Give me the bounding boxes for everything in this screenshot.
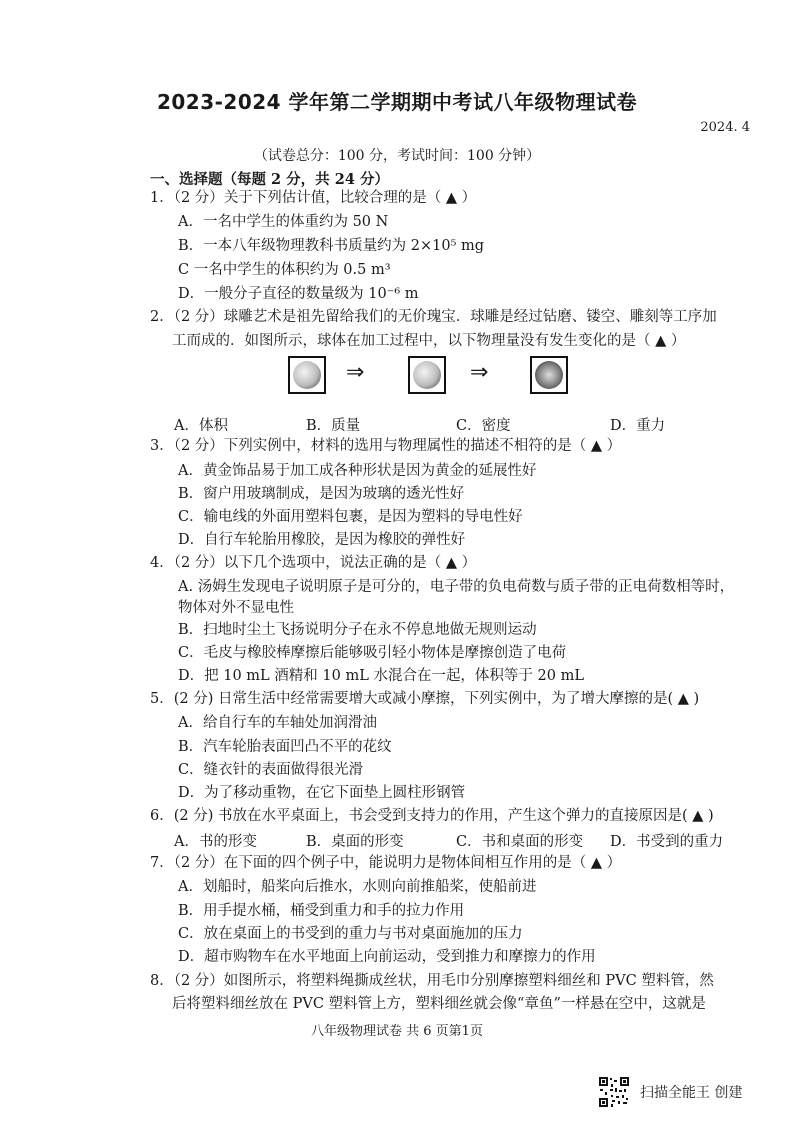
q2-option-b: B．质量: [306, 418, 361, 434]
q4-stem: 4．（2 分）以下几个选项中，说法正确的是（ ▲ ）: [150, 555, 477, 571]
q6-stem: 6．(2 分) 书放在水平桌面上，书会受到支持力的作用，产生这个弹力的直接原因是( ▲ ): [150, 808, 714, 824]
q4-option-a-line1: A. 汤姆生发现电子说明原子是可分的，电子带的负电荷数与质子带的正电荷数相等时，: [178, 579, 735, 595]
q2-stem-line2: 工而成的．如图所示，球体在加工过程中，以下物理量没有发生变化的是（ ▲ ）: [172, 333, 686, 349]
q2-option-c: C．密度: [456, 418, 511, 434]
qr-code-icon: [598, 1076, 630, 1108]
page-footer: 八年级物理试卷 共 6 页第1页: [311, 1024, 483, 1039]
q5-option-c: C．缝衣针的表面做得很光滑: [178, 762, 364, 778]
q7-stem: 7．（2 分）在下面的四个例子中，能说明力是物体间相互作用的是（ ▲ ）: [150, 855, 622, 871]
q8-stem-line1: 8．（2 分）如图所示，将塑料绳撕成丝状，用毛巾分别摩擦塑料细丝和 PVC 塑料管，然: [150, 973, 714, 989]
q3-stem: 3．（2 分）下列实例中，材料的选用与物理属性的描述不相符的是（ ▲ ）: [150, 438, 622, 454]
q1-stem: 1．（2 分）关于下列估计值，比较合理的是（ ▲ ）: [150, 190, 477, 206]
q1-option-d: D．一般分子直径的数量级为 10⁻⁶ m: [178, 286, 419, 302]
ball-stage-3: [530, 356, 568, 394]
ball-stage-2: [408, 356, 446, 394]
exam-info: （试卷总分：100 分，考试时间：100 分钟）: [253, 148, 541, 164]
q4-option-d: D．把 10 mL 酒精和 10 mL 水混合在一起，体积等于 20 mL: [178, 668, 584, 684]
q3-option-b: B．窗户用玻璃制成，是因为玻璃的透光性好: [178, 486, 465, 502]
q7-option-c: C．放在桌面上的书受到的重力与书对桌面施加的压力: [178, 926, 523, 942]
q6-option-c: C．书和桌面的形变: [456, 834, 584, 850]
q5-option-d: D．为了移动重物，在它下面垫上圆柱形钢管: [178, 785, 466, 801]
q4-option-c: C．毛皮与橡胶棒摩擦后能够吸引轻小物体是摩擦创造了电荷: [178, 645, 567, 661]
q1-option-c: C 一名中学生的体积约为 0.5 m³: [178, 262, 391, 278]
q8-stem-line2: 后将塑料细丝放在 PVC 塑料管上方，塑料细丝就会像“章鱼”一样悬在空中，这就是: [172, 996, 706, 1012]
q7-option-a: A．划船时，船桨向后推水，水则向前推船桨，使船前进: [178, 879, 537, 895]
q3-option-a: A．黄金饰品易于加工成各种形状是因为黄金的延展性好: [178, 463, 537, 479]
arrow-icon: ⇒: [470, 360, 489, 385]
q6-option-d: D．书受到的重力: [610, 834, 724, 850]
q7-option-b: B．用手提水桶，桶受到重力和手的拉力作用: [178, 903, 465, 919]
q1-option-b: B．一本八年级物理教科书质量约为 2×10⁵ mg: [178, 238, 485, 254]
q1-option-a: A．一名中学生的体重约为 50 N: [178, 214, 389, 230]
q6-option-a: A．书的形变: [174, 834, 257, 850]
ball-stage-1: [288, 356, 326, 394]
q4-option-b: B．扫地时尘土飞扬说明分子在永不停息地做无规则运动: [178, 622, 537, 638]
exam-date: 2024. 4: [700, 120, 750, 135]
q6-option-b: B．桌面的形变: [306, 834, 404, 850]
exam-title: 2023-2024 学年第二学期期中考试八年级物理试卷: [156, 90, 638, 114]
q4-option-a-line2: 物体对外不显电性: [178, 600, 294, 616]
q3-option-c: C．输电线的外面用塑料包裹，是因为塑料的导电性好: [178, 509, 523, 525]
arrow-icon: ⇒: [346, 360, 365, 385]
q2-stem-line1: 2．（2 分）球雕艺术是祖先留给我们的无价瑰宝．球雕是经过钻磨、镂空、雕刻等工序加: [150, 309, 717, 325]
section-heading: 一、选择题（每题 2 分，共 24 分）: [150, 171, 389, 188]
q3-option-d: D．自行车轮胎用橡胶，是因为橡胶的弹性好: [178, 532, 466, 548]
q5-option-a: A．给自行车的车轴处加润滑油: [178, 715, 377, 731]
q7-option-d: D．超市购物车在水平地面上向前运动，受到推力和摩擦力的作用: [178, 949, 596, 965]
scanner-watermark: 扫描全能王 创建: [640, 1085, 743, 1101]
q5-stem: 5．(2 分) 日常生活中经常需要增大或减小摩擦，下列实例中，为了增大摩擦的是( ▲ ): [150, 691, 700, 707]
q5-option-b: B．汽车轮胎表面凹凸不平的花纹: [178, 739, 392, 755]
q2-option-a: A．体积: [174, 418, 228, 434]
q2-option-d: D．重力: [610, 418, 666, 434]
